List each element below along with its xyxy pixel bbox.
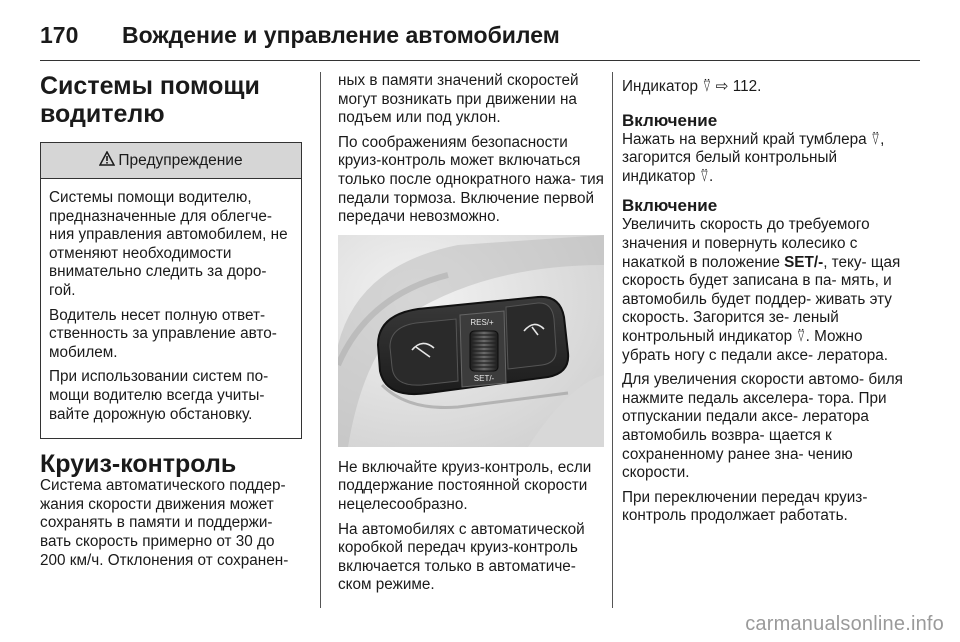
subsection-title: Включение <box>622 196 718 216</box>
text-run: , теку- щая скорость будет записана в па- мять, и автомобиль будет поддер- живать эту скорость. Загорится зе- леный контрольный индикатор ⍢. Можно убрать ногу с педали аксе- лератора. <box>622 253 901 364</box>
chapter-title: Вождение и управление автомобилем <box>122 22 560 48</box>
body-paragraph <box>622 216 904 365</box>
set-minus-emphasis: SET/- <box>784 253 824 271</box>
body-paragraph: Система автоматического поддер- жания скорости движения может сохранять в памяти и поддержи- вать скорость примерно от 30 до 200 км/ч. Отклонения от сохранен- <box>40 477 289 569</box>
steering-wheel-controls-figure <box>338 235 604 447</box>
column-divider <box>320 72 321 608</box>
res-plus-label: RES/+ <box>470 317 494 327</box>
cruise-control-title: Круиз-контроль <box>40 450 237 479</box>
body-paragraph: Для увеличения скорости автомо- биля нажмите педаль акселера- тора. При отпускании педали аксе- лератора автомобиль возвра- щается к сохраненному ранее зна- чению скорости. <box>622 371 903 482</box>
warning-paragraph: Водитель несет полную ответ- ственность за управление авто- мобилем. <box>49 306 277 361</box>
watermark: carmanualsonline.info <box>745 613 944 635</box>
set-minus-label: SET/- <box>473 373 495 383</box>
warning-box <box>40 142 302 439</box>
header-rule <box>40 60 920 61</box>
warning-paragraph: При использовании систем по- мощи водителю всегда учиты- вайте дорожную обстановку. <box>49 368 269 423</box>
warning-paragraph: Системы помощи водителю, предназначенные для облегче- ния управления автомобилем, не отменяют необходимости внимательно следить за доро- гой. <box>49 189 288 299</box>
body-paragraph: Нажать на верхний край тумблера ⍢, загорится белый контрольный индикатор ⍢. <box>622 130 885 185</box>
column-right <box>622 72 904 532</box>
column-divider <box>612 72 613 608</box>
warning-triangle-icon <box>99 151 115 170</box>
warning-body <box>41 179 301 438</box>
warning-header <box>41 143 301 179</box>
indicator-reference: Индикатор ⍢ ⇨ 112. <box>622 78 762 95</box>
body-paragraph: По соображениям безопасности круиз-контроль может включаться только после однократного нажа- тия педали тормоза. Включение первой передачи невозможно. <box>338 133 604 226</box>
body-paragraph: ных в памяти значений скоростей могут возникать при движении на подъем или под уклон. <box>338 72 579 127</box>
warning-label: Предупреждение <box>118 151 243 169</box>
steering-wheel-illustration <box>338 235 604 447</box>
body-paragraph: На автомобилях с автоматической коробкой передач круиз-контроль включается только в автоматиче- ском режиме. <box>338 520 585 594</box>
page-header <box>40 14 920 60</box>
body-paragraph: При переключении передач круиз- контроль продолжает работать. <box>622 488 868 525</box>
subsection-title: Включение <box>622 110 718 130</box>
text-run: Увеличить скорость до требуемого значения и повернуть колесико с накаткой в положение <box>622 216 870 271</box>
column-left <box>40 72 302 576</box>
body-paragraph: Не включайте круиз-контроль, если поддержание постоянной скорости нецелесообразно. <box>338 458 592 513</box>
section-title-line: водителю <box>40 100 165 128</box>
column-middle <box>338 72 604 601</box>
section-title <box>40 72 302 128</box>
page-number: 170 <box>40 22 79 48</box>
section-title-line: Системы помощи <box>40 72 260 100</box>
